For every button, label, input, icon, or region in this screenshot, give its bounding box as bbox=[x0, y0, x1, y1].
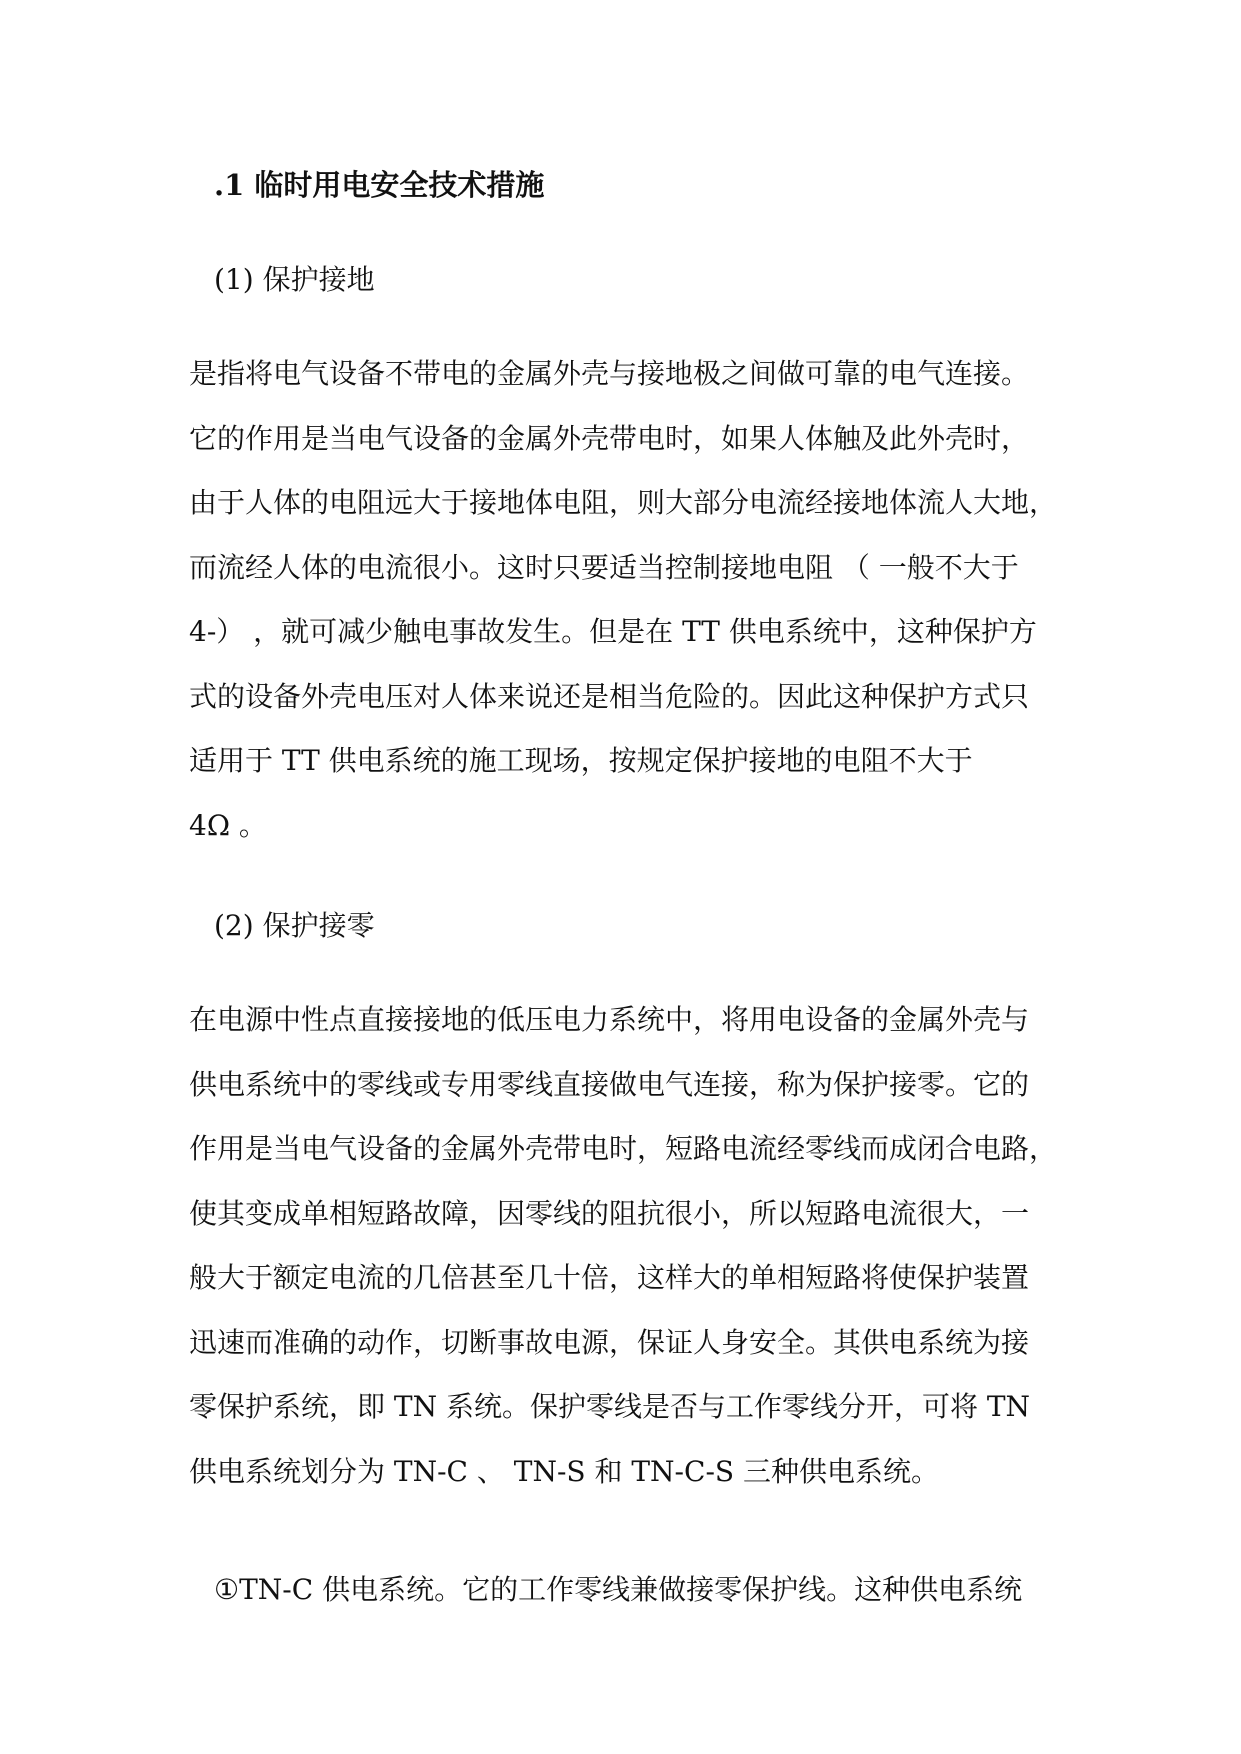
list-item-tn-c: ①TN-C 供电系统。它的工作零线兼做接零保护线。这种供电系统 bbox=[214, 1573, 1023, 1606]
subsection-title-protective-neutral: (2) 保护接零 bbox=[214, 909, 375, 942]
paragraph-line: 在电源中性点直接接地的低压电力系统中，将用电设备的金属外壳与 bbox=[189, 1003, 1030, 1036]
subsection-title-protective-grounding: (1) 保护接地 bbox=[214, 263, 375, 296]
paragraph-line: 它的作用是当电气设备的金属外壳带电时，如果人体触及此外壳时， bbox=[189, 421, 1030, 455]
paragraph-line: 式的设备外壳电压对人体来说还是相当危险的。因此这种保护方式只 bbox=[189, 679, 1030, 713]
paragraph-protective-grounding bbox=[189, 342, 1059, 858]
paragraph-line: 而流经人体的电流很小。这时只要适当控制接地电阻 （ 一般不大于 bbox=[189, 550, 1019, 584]
paragraph-line: 使其变成单相短路故障，因零线的阻抗很小，所以短路电流很大，一 bbox=[189, 1196, 1030, 1230]
paragraph-line: 供电系统划分为 TN-C 、 TN-S 和 TN-C-S 三种供电系统。 bbox=[189, 1454, 939, 1488]
paragraph-line: 4-） ，就可减少触电事故发生。但是在 TT 供电系统中，这种保护方 bbox=[189, 615, 1037, 648]
paragraph-line: 迅速而准确的动作，切断事故电源，保证人身安全。其供电系统为接 bbox=[189, 1325, 1030, 1359]
paragraph-line: 供电系统中的零线或专用零线直接做电气连接，称为保护接零。它的 bbox=[189, 1067, 1030, 1101]
paragraph-line: 零保护系统，即 TN 系统。保护零线是否与工作零线分开，可将 TN bbox=[189, 1390, 1031, 1423]
section-heading: .1 临时用电安全技术措施 bbox=[214, 168, 545, 202]
paragraph-line: 般大于额定电流的几倍甚至几十倍，这样大的单相短路将使保护装置 bbox=[189, 1261, 1030, 1294]
paragraph-line: 是指将电气设备不带电的金属外壳与接地极之间做可靠的电气连接。 bbox=[189, 357, 1030, 390]
paragraph-line: 4Ω 。 bbox=[189, 808, 267, 842]
paragraph-line: 由于人体的电阻远大于接地体电阻，则大部分电流经接地体流人大地， bbox=[189, 486, 1058, 519]
paragraph-line: 适用于 TT 供电系统的施工现场，按规定保护接地的电阻不大于 bbox=[189, 744, 973, 777]
paragraph-protective-neutral bbox=[189, 988, 1059, 1504]
paragraph-line: 作用是当电气设备的金属外壳带电时，短路电流经零线而成闭合电路， bbox=[189, 1132, 1058, 1165]
